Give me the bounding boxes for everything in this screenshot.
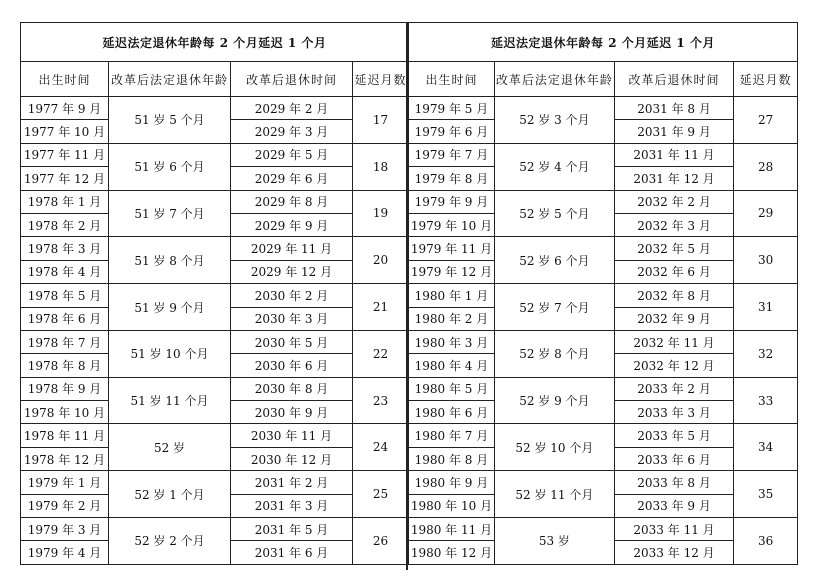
retirement-time-cell: 2029 年 5 月	[231, 143, 353, 166]
header-delay-months: 延迟月数	[734, 62, 798, 97]
retirement-age-cell: 52 岁 7 个月	[494, 284, 614, 331]
delay-months-cell: 32	[734, 330, 798, 377]
retirement-time-cell: 2030 年 11 月	[231, 424, 353, 447]
birth-time-cell: 1978 年 7 月	[21, 330, 109, 353]
table-row	[21, 190, 409, 213]
retirement-time-cell: 2032 年 5 月	[614, 237, 733, 260]
retirement-time-cell: 2031 年 8 月	[614, 97, 733, 120]
table-row	[409, 330, 798, 353]
table-row	[21, 424, 409, 447]
retirement-time-cell: 2030 年 5 月	[231, 330, 353, 353]
retirement-age-cell: 52 岁 9 个月	[494, 377, 614, 424]
retirement-time-cell: 2032 年 2 月	[614, 190, 733, 213]
retirement-age-cell: 52 岁 11 个月	[494, 471, 614, 518]
delay-months-cell: 30	[734, 237, 798, 284]
retirement-time-cell: 2030 年 2 月	[231, 284, 353, 307]
retirement-time-cell: 2032 年 11 月	[614, 330, 733, 353]
table-row	[21, 143, 409, 166]
table-row	[21, 330, 409, 353]
birth-time-cell: 1979 年 5 月	[409, 97, 495, 120]
retirement-time-cell: 2031 年 3 月	[231, 494, 353, 517]
birth-time-cell: 1977 年 9 月	[21, 97, 109, 120]
retirement-age-cell: 52 岁 4 个月	[494, 143, 614, 190]
birth-time-cell: 1980 年 4 月	[409, 354, 495, 377]
birth-time-cell: 1978 年 4 月	[21, 260, 109, 283]
retirement-time-cell: 2029 年 2 月	[231, 97, 353, 120]
retirement-time-cell: 2030 年 6 月	[231, 354, 353, 377]
table-row	[409, 471, 798, 494]
table-row	[21, 97, 409, 120]
delay-months-cell: 21	[353, 284, 409, 331]
birth-time-cell: 1979 年 9 月	[409, 190, 495, 213]
birth-time-cell: 1979 年 10 月	[409, 213, 495, 236]
retirement-time-cell: 2033 年 2 月	[614, 377, 733, 400]
retirement-time-cell: 2029 年 9 月	[231, 213, 353, 236]
birth-time-cell: 1977 年 12 月	[21, 167, 109, 190]
birth-time-cell: 1980 年 5 月	[409, 377, 495, 400]
retirement-time-cell: 2032 年 3 月	[614, 213, 733, 236]
retirement-age-cell: 51 岁 9 个月	[109, 284, 231, 331]
birth-time-cell: 1977 年 10 月	[21, 120, 109, 143]
retirement-time-cell: 2032 年 12 月	[614, 354, 733, 377]
retirement-time-cell: 2030 年 12 月	[231, 447, 353, 470]
retirement-age-cell: 52 岁 3 个月	[494, 97, 614, 144]
delay-months-cell: 23	[353, 377, 409, 424]
retirement-time-cell: 2033 年 11 月	[614, 518, 733, 541]
table-row	[409, 97, 798, 120]
birth-time-cell: 1980 年 1 月	[409, 284, 495, 307]
delay-months-cell: 17	[353, 97, 409, 144]
retirement-time-cell: 2031 年 2 月	[231, 471, 353, 494]
delay-months-cell: 33	[734, 377, 798, 424]
header-retirement-age: 改革后法定退休年龄	[109, 62, 231, 97]
delay-months-cell: 27	[734, 97, 798, 144]
birth-time-cell: 1979 年 6 月	[409, 120, 495, 143]
birth-time-cell: 1979 年 3 月	[21, 518, 109, 541]
retirement-age-cell: 52 岁 2 个月	[109, 518, 231, 565]
retirement-time-cell: 2029 年 3 月	[231, 120, 353, 143]
header-delay-months: 延迟月数	[353, 62, 409, 97]
delay-months-cell: 31	[734, 284, 798, 331]
retirement-time-cell: 2031 年 9 月	[614, 120, 733, 143]
delay-months-cell: 18	[353, 143, 409, 190]
retirement-time-cell: 2031 年 6 月	[231, 541, 353, 564]
delay-months-cell: 19	[353, 190, 409, 237]
header-retirement-age: 改革后法定退休年龄	[494, 62, 614, 97]
delay-months-cell: 22	[353, 330, 409, 377]
table-row	[409, 424, 798, 447]
birth-time-cell: 1980 年 8 月	[409, 447, 495, 470]
birth-time-cell: 1980 年 9 月	[409, 471, 495, 494]
retirement-time-cell: 2029 年 8 月	[231, 190, 353, 213]
table-row	[21, 518, 409, 541]
delay-months-cell: 26	[353, 518, 409, 565]
table-title: 延迟法定退休年龄每 2 个月延迟 1 个月	[21, 23, 409, 62]
birth-time-cell: 1978 年 8 月	[21, 354, 109, 377]
birth-time-cell: 1977 年 11 月	[21, 143, 109, 166]
retirement-age-cell: 53 岁	[494, 518, 614, 565]
table-row	[21, 237, 409, 260]
birth-time-cell: 1978 年 6 月	[21, 307, 109, 330]
table-row	[409, 190, 798, 213]
header-retirement-time: 改革后退休时间	[614, 62, 733, 97]
retirement-table-left	[20, 22, 409, 565]
delay-months-cell: 36	[734, 518, 798, 565]
table-row	[21, 284, 409, 307]
retirement-time-cell: 2030 年 8 月	[231, 377, 353, 400]
retirement-time-cell: 2033 年 6 月	[614, 447, 733, 470]
retirement-age-cell: 51 岁 8 个月	[109, 237, 231, 284]
delay-months-cell: 25	[353, 471, 409, 518]
retirement-time-cell: 2033 年 5 月	[614, 424, 733, 447]
retirement-age-cell: 52 岁	[109, 424, 231, 471]
birth-time-cell: 1978 年 2 月	[21, 213, 109, 236]
birth-time-cell: 1978 年 9 月	[21, 377, 109, 400]
header-birth-time: 出生时间	[409, 62, 495, 97]
birth-time-cell: 1979 年 11 月	[409, 237, 495, 260]
birth-time-cell: 1980 年 2 月	[409, 307, 495, 330]
birth-time-cell: 1980 年 11 月	[409, 518, 495, 541]
retirement-time-cell: 2033 年 8 月	[614, 471, 733, 494]
retirement-time-cell: 2032 年 8 月	[614, 284, 733, 307]
retirement-time-cell: 2033 年 12 月	[614, 541, 733, 564]
retirement-time-cell: 2029 年 12 月	[231, 260, 353, 283]
table-title: 延迟法定退休年龄每 2 个月延迟 1 个月	[409, 23, 798, 62]
birth-time-cell: 1979 年 4 月	[21, 541, 109, 564]
birth-time-cell: 1979 年 8 月	[409, 167, 495, 190]
birth-time-cell: 1978 年 1 月	[21, 190, 109, 213]
retirement-table-right	[408, 22, 798, 565]
table-row	[409, 284, 798, 307]
document-page	[20, 22, 798, 570]
birth-time-cell: 1979 年 2 月	[21, 494, 109, 517]
header-birth-time: 出生时间	[21, 62, 109, 97]
table-row	[21, 471, 409, 494]
retirement-age-cell: 52 岁 6 个月	[494, 237, 614, 284]
delay-months-cell: 24	[353, 424, 409, 471]
delay-months-cell: 35	[734, 471, 798, 518]
birth-time-cell: 1980 年 6 月	[409, 401, 495, 424]
retirement-time-cell: 2033 年 9 月	[614, 494, 733, 517]
retirement-age-cell: 51 岁 7 个月	[109, 190, 231, 237]
table-row	[409, 237, 798, 260]
birth-time-cell: 1978 年 11 月	[21, 424, 109, 447]
birth-time-cell: 1978 年 5 月	[21, 284, 109, 307]
retirement-time-cell: 2031 年 12 月	[614, 167, 733, 190]
birth-time-cell: 1979 年 7 月	[409, 143, 495, 166]
delay-months-cell: 20	[353, 237, 409, 284]
table-row	[21, 377, 409, 400]
retirement-age-cell: 52 岁 1 个月	[109, 471, 231, 518]
retirement-time-cell: 2029 年 11 月	[231, 237, 353, 260]
retirement-age-cell: 51 岁 10 个月	[109, 330, 231, 377]
table-row	[409, 143, 798, 166]
retirement-time-cell: 2029 年 6 月	[231, 167, 353, 190]
retirement-age-cell: 51 岁 11 个月	[109, 377, 231, 424]
retirement-time-cell: 2030 年 9 月	[231, 401, 353, 424]
delay-months-cell: 34	[734, 424, 798, 471]
birth-time-cell: 1980 年 10 月	[409, 494, 495, 517]
birth-time-cell: 1980 年 3 月	[409, 330, 495, 353]
birth-time-cell: 1979 年 12 月	[409, 260, 495, 283]
table-row	[409, 377, 798, 400]
retirement-time-cell: 2031 年 5 月	[231, 518, 353, 541]
delay-months-cell: 28	[734, 143, 798, 190]
birth-time-cell: 1978 年 10 月	[21, 401, 109, 424]
retirement-time-cell: 2033 年 3 月	[614, 401, 733, 424]
retirement-time-cell: 2031 年 11 月	[614, 143, 733, 166]
retirement-age-cell: 52 岁 5 个月	[494, 190, 614, 237]
retirement-time-cell: 2032 年 6 月	[614, 260, 733, 283]
retirement-age-cell: 52 岁 10 个月	[494, 424, 614, 471]
delay-months-cell: 29	[734, 190, 798, 237]
retirement-age-cell: 51 岁 5 个月	[109, 97, 231, 144]
retirement-age-cell: 52 岁 8 个月	[494, 330, 614, 377]
birth-time-cell: 1980 年 7 月	[409, 424, 495, 447]
retirement-time-cell: 2032 年 9 月	[614, 307, 733, 330]
table-row	[409, 518, 798, 541]
header-retirement-time: 改革后退休时间	[231, 62, 353, 97]
birth-time-cell: 1978 年 3 月	[21, 237, 109, 260]
retirement-time-cell: 2030 年 3 月	[231, 307, 353, 330]
birth-time-cell: 1980 年 12 月	[409, 541, 495, 564]
retirement-age-cell: 51 岁 6 个月	[109, 143, 231, 190]
birth-time-cell: 1979 年 1 月	[21, 471, 109, 494]
birth-time-cell: 1978 年 12 月	[21, 447, 109, 470]
